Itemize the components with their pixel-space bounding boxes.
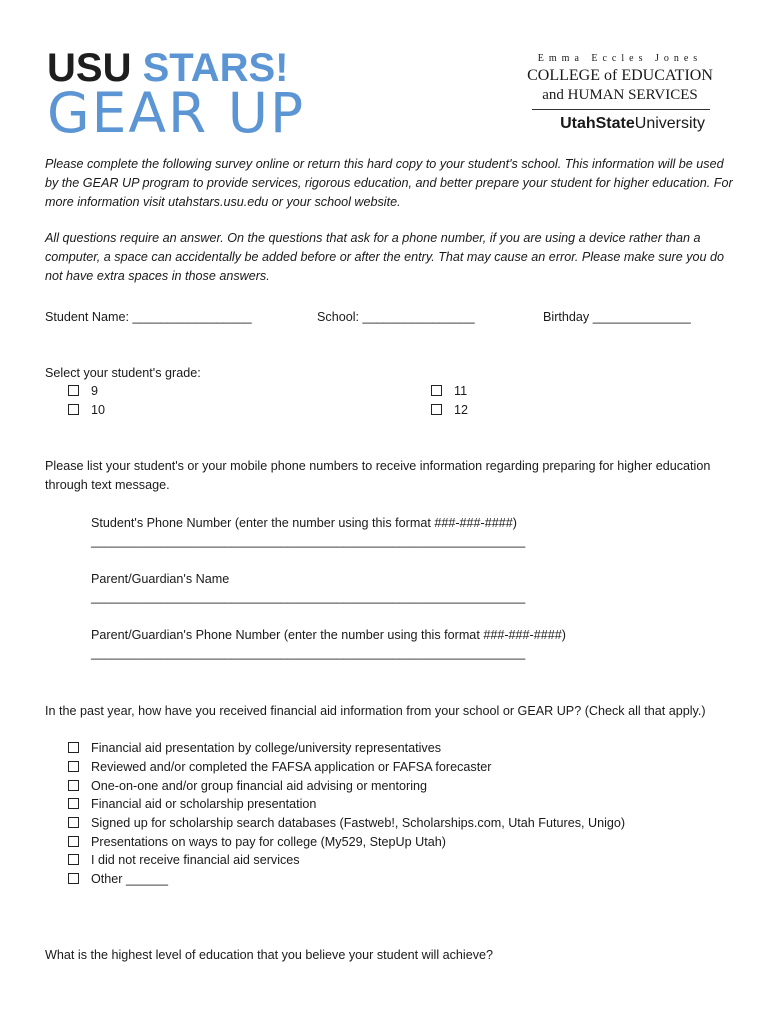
gear-up-logo: GEAR UP bbox=[47, 81, 306, 145]
guardian-phone-label: Parent/Guardian's Phone Number (enter the number using this format ###-###-####) bbox=[91, 628, 566, 642]
checkbox[interactable] bbox=[68, 742, 79, 753]
checkbox[interactable] bbox=[68, 873, 79, 884]
financial-option-label: One-on-one and/or group financial aid advising or mentoring bbox=[91, 779, 428, 793]
grade-option-label: 12 bbox=[454, 403, 469, 417]
birthday-field[interactable]: Birthday ______________ bbox=[543, 310, 691, 324]
logo-usu-text: USU bbox=[47, 46, 132, 90]
checkbox[interactable] bbox=[68, 385, 79, 396]
grade-option-label: 11 bbox=[454, 384, 468, 398]
student-phone-input[interactable]: ______________________________________________________________ bbox=[91, 534, 526, 548]
checkbox[interactable] bbox=[431, 385, 442, 396]
checkbox[interactable] bbox=[68, 761, 79, 772]
financial-question: In the past year, how have you received financial aid information from your school or GEAR UP? (Check all that apply.) bbox=[45, 704, 706, 718]
intro-paragraph-1: Please complete the following survey online or return this hard copy to your student's school. This information will be used by the GEAR UP program to provide services, rigorous education, and better prepare your student for higher education. For more information visit utahstars.usu.edu or your school website. bbox=[45, 157, 733, 209]
university-bold: UtahState bbox=[560, 115, 635, 132]
school-field[interactable]: School: ________________ bbox=[317, 310, 475, 324]
checkbox[interactable] bbox=[68, 798, 79, 809]
checkbox[interactable] bbox=[68, 817, 79, 828]
college-line3: and HUMAN SERVICES bbox=[542, 87, 698, 103]
education-question: What is the highest level of education that you believe your student will achieve? bbox=[45, 948, 494, 962]
financial-option-label: I did not receive financial aid services bbox=[91, 853, 300, 867]
guardian-phone-input[interactable]: ______________________________________________________________ bbox=[91, 646, 526, 660]
financial-option[interactable] bbox=[68, 833, 446, 852]
financial-option[interactable] bbox=[68, 758, 491, 777]
financial-option[interactable] bbox=[68, 795, 316, 814]
financial-option[interactable] bbox=[68, 814, 625, 833]
university-regular: University bbox=[634, 115, 705, 132]
financial-option-label: Financial aid presentation by college/university representatives bbox=[91, 741, 442, 755]
grade-option-11[interactable] bbox=[431, 382, 467, 401]
student-phone-label: Student's Phone Number (enter the number using this format ###-###-####) bbox=[91, 516, 517, 530]
checkbox[interactable] bbox=[431, 404, 442, 415]
grade-option-10[interactable] bbox=[68, 401, 105, 420]
college-logo bbox=[520, 52, 720, 134]
grade-option-12[interactable] bbox=[431, 401, 468, 420]
logo-stars-text: STARS! bbox=[142, 46, 289, 90]
grade-question: Select your student's grade: bbox=[45, 366, 201, 380]
intro-text bbox=[45, 155, 735, 304]
checkbox[interactable] bbox=[68, 404, 79, 415]
financial-option[interactable] bbox=[68, 870, 168, 889]
phone-question: Please list your student's or your mobile phone numbers to receive information regarding preparing for higher education through text message. bbox=[45, 459, 711, 492]
financial-option[interactable] bbox=[68, 739, 441, 758]
grade-option-label: 9 bbox=[91, 384, 99, 398]
financial-option-label: Signed up for scholarship search databases (Fastweb!, Scholarships.com, Utah Futures, Unigo) bbox=[91, 816, 626, 830]
grade-option-label: 10 bbox=[91, 403, 106, 417]
guardian-name-label: Parent/Guardian's Name bbox=[91, 572, 230, 586]
financial-option[interactable] bbox=[68, 851, 300, 870]
checkbox[interactable] bbox=[68, 836, 79, 847]
college-line2: COLLEGE of EDUCATION bbox=[527, 67, 713, 84]
guardian-name-input[interactable]: ______________________________________________________________ bbox=[91, 590, 526, 604]
college-line1: Emma Eccles Jones bbox=[537, 53, 703, 64]
grade-option-9[interactable] bbox=[68, 382, 98, 401]
financial-option-label: Presentations on ways to pay for college (My529, StepUp Utah) bbox=[91, 835, 446, 849]
university-name bbox=[520, 114, 720, 134]
financial-option[interactable] bbox=[68, 777, 427, 796]
college-divider bbox=[532, 109, 710, 110]
financial-option-label: Reviewed and/or completed the FAFSA application or FAFSA forecaster bbox=[91, 760, 492, 774]
financial-option-label: Other ______ bbox=[91, 872, 169, 886]
intro-paragraph-2: All questions require an answer. On the questions that ask for a phone number, if you are using a device rather than a computer, a space can accidentally be added before or after the entry. That may cause an error. Please make sure you do not have extra spaces in those answers. bbox=[45, 231, 725, 283]
financial-option-label: Financial aid or scholarship presentation bbox=[91, 797, 317, 811]
checkbox[interactable] bbox=[68, 780, 79, 791]
checkbox[interactable] bbox=[68, 854, 79, 865]
student-name-field[interactable]: Student Name: _________________ bbox=[45, 310, 252, 324]
